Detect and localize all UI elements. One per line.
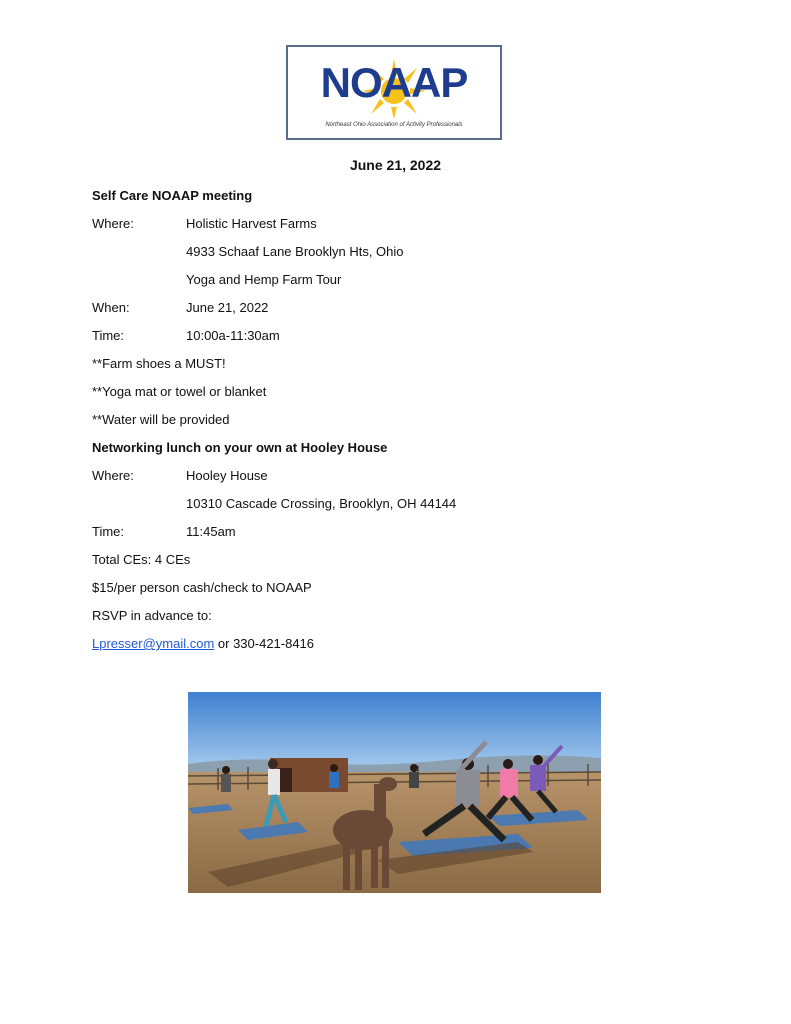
rsvp-label: RSVP in advance to: [92, 608, 212, 623]
meeting-time-label: Time: [92, 328, 125, 343]
noaap-logo [286, 45, 502, 140]
page-date-heading: June 21, 2022 [349, 157, 442, 173]
cost-info: $15/per person cash/check to NOAAP [92, 580, 312, 595]
meeting-activity: Yoga and Hemp Farm Tour [186, 272, 342, 287]
email-link[interactable]: Lpresser@ymail.com [92, 636, 215, 651]
lunch-venue: Hooley House [186, 468, 268, 483]
note-water: **Water will be provided [92, 412, 230, 427]
meeting-time-value: 10:00a-11:30am [186, 328, 280, 343]
meeting-where-label: Where: [92, 216, 134, 231]
contact-line [92, 636, 314, 652]
lunch-address: 10310 Cascade Crossing, Brooklyn, OH 44144 [186, 496, 457, 511]
meeting-venue: Holistic Harvest Farms [186, 216, 317, 231]
total-ces: Total CEs: 4 CEs [92, 552, 191, 567]
lunch-title: Networking lunch on your own at Hooley House [92, 440, 388, 455]
meeting-when-value: June 21, 2022 [186, 300, 269, 315]
lunch-time-value: 11:45am [186, 524, 236, 539]
lunch-time-label: Time: [92, 524, 125, 539]
phone-number: or 330-421-8416 [214, 636, 315, 651]
lunch-where-label: Where: [92, 468, 134, 483]
meeting-title: Self Care NOAAP meeting [92, 188, 253, 203]
logo-wordmark: NOAAP [320, 59, 468, 106]
yoga-farm-photo [188, 692, 601, 893]
meeting-address: 4933 Schaaf Lane Brooklyn Hts, Ohio [186, 244, 404, 259]
meeting-when-label: When: [92, 300, 130, 315]
logo-tagline: Northeast Ohio Association of Activity Professionals [325, 122, 463, 128]
note-yoga-mat: **Yoga mat or towel or blanket [92, 384, 267, 399]
note-farm-shoes: **Farm shoes a MUST! [92, 356, 226, 371]
